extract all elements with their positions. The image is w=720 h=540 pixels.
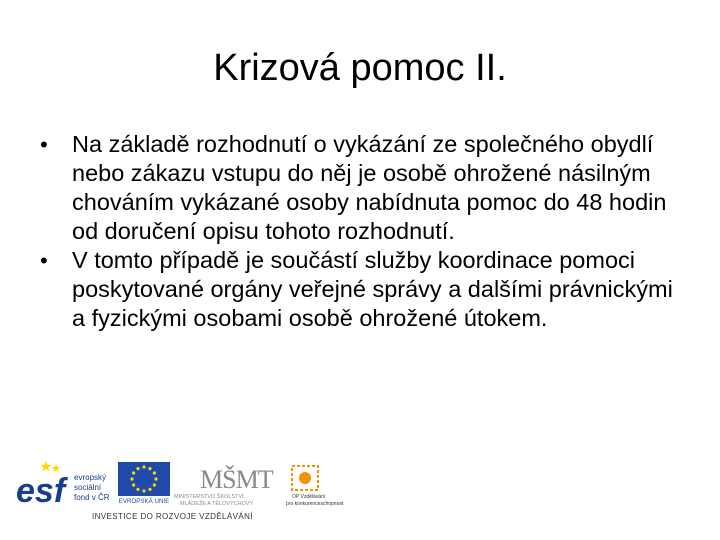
bullet-item	[36, 130, 686, 246]
bullet-list	[36, 130, 686, 333]
bullet-marker: •	[40, 248, 48, 273]
bullet-text: Na základě rozhodnutí o vykázání ze společného obydlí nebo zákazu vstupu do něj je osobě ohrožené násilným chováním vykázané osoby nabídnuta pomoc do 48 hodin od doručení opisu tohoto rozhodnutí.	[72, 131, 667, 244]
op-logo	[286, 466, 344, 507]
op-line1: OP Vzdělávání	[292, 494, 326, 500]
msmt-line1: MINISTERSTVO ŠKOLSTVÍ,	[174, 494, 246, 500]
eu-label: EVROPSKÁ UNIE	[118, 498, 170, 505]
esf-logo	[16, 461, 110, 510]
slide-title: Krizová pomoc II.	[213, 47, 507, 89]
msmt-logo	[174, 465, 274, 507]
esf-line1: evropský	[74, 473, 107, 482]
footer-logos	[14, 458, 344, 530]
logo-strip	[14, 458, 344, 512]
bullet-marker: •	[40, 132, 48, 157]
eu-flag-logo	[118, 462, 170, 505]
msmt-line2: MLÁDEŽE A TĚLOVÝCHOVY	[180, 501, 254, 507]
bullet-item	[36, 246, 686, 333]
msmt-mark: MŠMT	[200, 465, 273, 494]
bullet-text: V tomto případě je součástí služby koordinace pomoci poskytované orgány veřejné správy a dalšími právnickými a fyzickými osobami osobě ohrožené útokem.	[72, 247, 673, 331]
esf-line3: fond v ČR	[74, 493, 110, 502]
esf-line2: sociální	[74, 483, 102, 492]
investment-caption: INVESTICE DO ROZVOJE VZDĚLÁVÁNÍ	[92, 512, 253, 521]
op-line2: pro konkurenceschopnost	[286, 501, 344, 507]
esf-mark: esf	[16, 472, 66, 510]
